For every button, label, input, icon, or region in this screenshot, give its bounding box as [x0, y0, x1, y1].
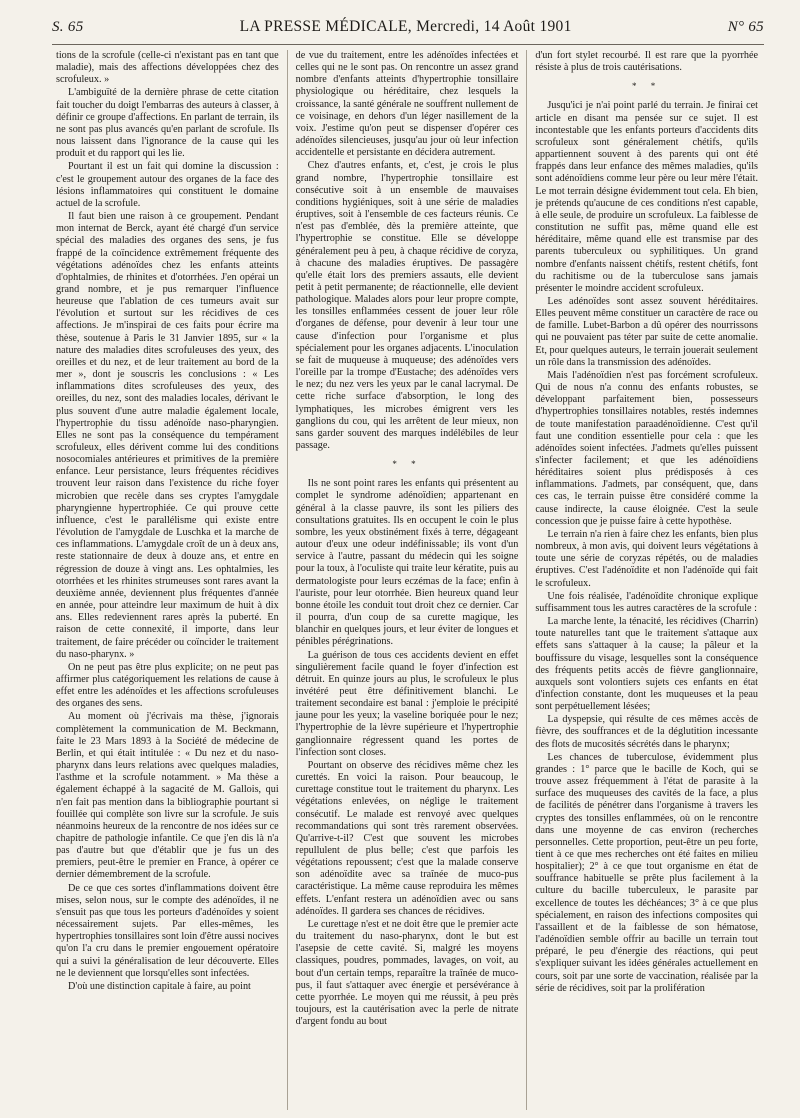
paragraph: Le terrain n'a rien à faire chez les enfants, bien plus nombreux, à mon avis, qui doivent leurs végétations à toute une série de coryzas répétés, ou de maladies éruptives. C'est l'adénoïdite et non l'adénoïde qui fait le scrofuleux.	[535, 528, 759, 589]
paragraph: Chez d'autres enfants, et, c'est, je crois le plus grand nombre, l'hypertrophie tonsillaire est consécutive soit à un ensemble de mauvaises conditions hygiéniques, soit à une série de maladies éruptives, soit à l'ensemble de ces facteurs réunis. Ce n'est pas d'emblée, dès la première atteinte, que l'hypertrophie se constitue. Elle se développe généralement peu à peu, à chaque récidive de coryza, à chacune des maladies éruptives. De passagère qu'elle était lors des premiers assauts, elle devient petit à petit permanente; de réactionnelle, elle devient pathologique. Malades alors pour leur propre compte, les tonsilles enflammées cessent de jouer leur rôle d'organes de défense, pour devenir à leur tour une cause d'infection pour l'organisme et plus spécialement pour les organes adjacents. L'inoculation se fait de muqueuse à muqueuse; des adénoïdes vers l'oreille par la trompe d'Eustache; des adénoïdes vers le nez; du nez vers les yeux par le canal lacrymal. De cette riche surface d'absorption, le long des lymphatiques, les microbes émigrent vers les ganglions du cou, qui les arrêtent de leur mieux, non sans garder souvent des marques indélébiles de leur passage.	[295, 160, 519, 451]
text-column-3	[526, 50, 766, 1110]
text-column-1	[48, 50, 287, 1110]
paragraph: Ils ne sont point rares les enfants qui présentent au complet le syndrome adénoïdien; appartenant en général à la classe pauvre, ils sont les piliers des consultations gratuites. Ils en occupent le coin le plus sombre, les yeux obstinément fixés à terre, dégageant autour d'eux une odeur indéfinissable; ils vont d'un service à l'autre, passant du médecin qui les soigne pour la toux, à l'oculiste qui traite leur kératite, puis au dermatologiste pour leurs eczémas de la face; enfin à l'auriste, pour leur otorrhée. Bien heureux quand leur bonne étoile les conduit tout droit chez ce dernier. Car il pourra, d'un coup de sa curette magique, les blanchir en quelques jours, et leur éviter de longues et pénibles pérégrinations.	[295, 478, 519, 648]
page-number-right: N° 65	[727, 19, 764, 35]
journal-title: LA PRESSE MÉDICALE, Mercredi, 14 Août 1901	[239, 18, 572, 35]
paragraph: Pourtant on observe des récidives même chez les curettés. En voici la raison. Pour beaucoup, le curettage constitue tout le traitement du pharynx. Les végétations enlevées, on néglige le traitement consécutif. Le malade est renvoyé avec quelques recommandations qui sont très rarement observées. Qu'arrive-t-il? C'est que souvent les microbes repullulent de plus belle; c'est que parfois les végétations repoussent; c'est que la malade conserve son adénoïdite avec sa traînée de muco-pus caractéristique. La même cause reproduira les mêmes effets. L'enfant restera un adénoïdien avec ou sans adénoïdes. Il gardera ses chances de récidives.	[295, 759, 519, 917]
paragraph: La dyspepsie, qui résulte de ces mêmes accès de fièvre, des souffrances et de la déglutition incessante des flots de mucosités sécrétés dans le pharynx;	[535, 714, 759, 750]
paragraph: Pourtant il est un fait qui domine la discussion : c'est le groupement autour des organes de la face des lésions inflammatoires qui constituent le domaine actuel de la scrofule.	[56, 161, 279, 209]
paragraph: Les adénoïdes sont assez souvent héréditaires. Elles peuvent même constituer un caractère de race ou de famille. Lubet-Barbon a dû opérer des nourrissons qui ne pouvaient pas téter par suite de cette anomalie. Et, pour quelques auteurs, le terrain jouerait seulement un rôle dans la transmission des adénoïdes.	[535, 295, 759, 368]
paragraph: L'ambiguïté de la dernière phrase de cette citation fait toucher du doigt l'embarras des auteurs à classer, à définir ce groupe d'affections. En parlant de terrain, ils ne sont pas plus avancés qu'en parlant de scrofule. Ils nous laissent dans l'ignorance de la cause qui les produit et du rapport qui les lie.	[56, 87, 279, 160]
paragraph: D'où une distinction capitale à faire, au point	[68, 980, 251, 992]
paragraph: Au moment où j'écrivais ma thèse, j'ignorais complètement la communication de M. Beckmann, faite le 23 Mars 1893 à la Société de médecine de Berlin, et qui était intitulée : « Du nez et du naso-pharynx dans leurs relations avec quelques maladies, l'asthme et la scrofule notamment. » Ma thèse a également échappé à la sagacité de M. Gallois, qui n'en fait pas mention dans la bibliographie pourtant si fouillée qui complète son livre sur la scrofule. Je suis néanmoins heureux de la rencontre de nos idées sur ce chapitre de pathologie infantile. Ce que j'en dis là n'a pas d'autre but que d'établir que je fus un des premiers, peut-être le premier en France, à opérer ce dernier démembrement de la scrofule.	[56, 711, 279, 881]
paragraph: Une fois réalisée, l'adénoïdite chronique explique suffisamment tous les autres caractères de la scrofule :	[535, 590, 759, 614]
paragraph: On ne peut pas être plus explicite; on ne peut pas affirmer plus catégoriquement les relations de cause à effet entre les adénoïdes et les affections scrofuleuses des organes des sens.	[56, 661, 279, 710]
text-column-2	[287, 50, 527, 1110]
paragraph: La guérison de tous ces accidents devient en effet singulièrement facile quand le foyer d'infection est détruit. En quinze jours au plus, le scrofuleux le plus invétéré peut être définitivement blanchi. Le traitement secondaire est banal : j'emploie le précipité jaune pour les yeux; la vaseline boriquée pour le nez; l'hypertrophie de la lèvre supérieure et l'hypertrophie ganglionnaire régressent quand les portes de l'infection sont closes.	[295, 649, 519, 758]
paragraph: de vue du traitement, entre les adénoïdes infectées et celles qui ne le sont pas. On rencontre un assez grand nombre d'enfants atteints d'hypertrophie tonsillaire physiologique ou héréditaire, chez lesquels la croissance, la santé générale ne souffrent nullement de ce voisinage, en dehors d'un léger nasillement de la voix. J'estime qu'on peut se dispenser d'opérer ces adénoïdes silencieuses, jusqu'au jour où leur infection accidentelle et persistante en décidera autrement.	[295, 50, 519, 159]
paragraph: d'un fort stylet recourbé. Il est rare que la pyorrhée résiste à plus de trois cautérisations.	[535, 50, 759, 74]
page-number-left: S. 65	[52, 19, 84, 35]
paragraph: Jusqu'ici je n'ai point parlé du terrain. Je finirai cet article en disant ma pensée sur ce sujet. Il est incontestable que les enfants porteurs d'accidents dits scrofuleux sont généralement chétifs, qu'ils appartiennent souvent à des parents qui ont été frappés dans leur enfance des mêmes maladies, qu'ils sont adénoïdiens comme leur père ou leur mère l'était. Le mot terrain désigne évidemment tout cela. Eh bien, je prétends qu'aucune de ces conditions n'est capable, à elle seule, de produire un scrofuleux. La faiblesse de constitution ne suffit pas, même quand elle est héréditaire, même quand elle est transmise par des parents tuberculeux ou syphilitiques. Un grand nombre d'enfants naissent chétifs, restent chétifs, font du rachitisme ou de la tuberculose sans jamais présenter le moindre accident scrofuleux.	[535, 100, 759, 294]
paragraph: La marche lente, la ténacité, les récidives (Charrin) toute naturelles tant que le traitement s'attaque aux effets sans s'attaquer à la cause; la pâleur et la bouffissure du visage, lesquelles sont la conséquence des fréquents petits accès de fièvre ganglionnaire, auxquels sont volontiers sujets ces enfants en état d'infection constante, dont les muqueuses et la peau sont perpétuellement lésées;	[535, 616, 759, 713]
article-body	[48, 50, 766, 1110]
paragraph: tions de la scrofule (celle-ci n'existant pas en tant que maladie), mais des affections développées chez des scrofuleux. »	[56, 50, 279, 86]
paragraph: De ce que ces sortes d'inflammations doivent être mises, selon nous, sur le compte des adénoïdes, il ne s'ensuit pas que tous les porteurs d'adénoïdes y soient nécessairement sujets. Par elles-mêmes, les hypertrophies tonsillaires sont loin d'être aussi nocives qu'on l'a cru dans le premier engouement opératoire qui a suivi la généralisation de leur découverte. Elles ne le deviennent que lorsqu'elles sont infectées.	[56, 882, 279, 979]
paragraph: Les chances de tuberculose, évidemment plus grandes : 1° parce que le bacille de Koch, qui se trouve assez fréquemment à l'état de parasite à la surface des muqueuses des cavités de la face, a plus de facilités de pénétrer dans l'organisme à travers les cryptes des tonsilles enflammées, où on le rencontre dans une moyenne de cas environ (recherches personnelles. Cette proportion, peut-être un peu forte, tient à ce que mes recherches ont été faites en milieu hospitalier); 2° à ce que tout organisme en état de souffrance habituelle se prête plus facilement à la culture du bacille tuberculeux, le parasite par excellence de toutes les déchéances; 3° à ce que plus spécialement, en raison des infections composites qui l'assaillent et de la faiblesse de son hématose, l'adénoïdien semble offrir au bacille un terrain tout préparé, le peu d'énergie des réactions, qui peut s'expliquer suivant les idées générales actuellement en cours, soit par une sorte de vaccination, réalisée par la série de récidives, soit par la prolifération	[535, 751, 759, 994]
paragraph: Il faut bien une raison à ce groupement. Pendant mon internat de Berck, ayant été chargé d'un service spécial des maladies des organes des sens, je fus frappé de la coïncidence extrêmement fréquente des végétations adénoïdes chez les enfants atteints d'ophtalmies, de rhinites et d'otorrhées. J'en opérai un grand nombre, et je pus remarquer l'influence heureuse que l'ablation de ces tumeurs avait sur l'évolution et surtout sur les récidives de ces affections. Je m'inspirai de ces faits pour écrire ma thèse, soutenue à Paris le 31 Janvier 1895, sur « la nature des maladies dites scrofuleuses des yeux, des oreilles et du nez, et de leur traitement au bord de la mer », dont je souscris les conclusions : « Les inflammations dites scrofuleuses des yeux, des oreilles, du nez, sont des maladies locales, dérivant le plus souvent d'une autre maladie également locale, l'hypertrophie du tissu adénoïde naso-pharyngien. Elles ne sont pas la conséquence du tempérament scrofuleux, elles dérivent comme lui des conditions nosocomiales antérieures et primitives de la première enfance. Leur persistance, leurs fréquentes récidives trouvent leur raison dans l'existence du riche foyer microbien que recèle dans ses cryptes l'amygdale pharyngienne hypertrophiée. Ce qui prouve cette influence, c'est le parallélisme qui existe entre l'évolution de l'amygdale de Luschka et la marche de ces inflammations. L'amygdale croît de un à deux ans, reste stationnaire de deux à douze ans, et entre en régression de douze à vingt ans. Les ophtalmies, les otorrhées et les rhinites strumeuses sont rares avant la deuxième année, deviennent plus fréquentes d'année en année, pour atteindre leur maximum de huit à dix ans. Elles redeviennent rares après la puberté. En raison de cette connexité, il importe, dans leur traitement, de faire précéder ou coïncider le traitement du naso-pharynx. »	[56, 211, 279, 660]
page-header	[52, 18, 764, 45]
paragraph: Le curettage n'est et ne doit être que le premier acte du traitement du naso-pharynx, dont le but est l'asepsie de cette cavité. Si, malgré les moyens classiques, poudres, pommades, lavages, on voit, au bout d'un certain temps, reparaître la traînée de muco-pus, il faut s'attaquer avec énergie et persévérance à cette pyorrhée. Le moyen qui me réussit, à peu près toujours, est la cautérisation avec la perle de nitrate d'argent fondu au bout	[295, 918, 519, 1028]
section-separator-stars: * *	[632, 81, 662, 92]
section-separator-stars: * *	[392, 459, 422, 470]
paragraph: Mais l'adénoïdien n'est pas forcément scrofuleux. Qui de nous n'a connu des enfants robustes, se développant parfaitement bien, possesseurs d'hypertrophies tonsillaires notables, restés indemnes de toute manifestation paraadénoïdienne. C'est qu'il faut une condition essentielle pour cela : que les adénoïdes soient infectées. J'admets qu'elles puissent s'infecter facilement; et que les adénoïdiens héréditaires soient plus prédisposés à ces inflammations. J'admets, par conséquent, que, dans ces cas, le terrain puisse être considéré comme la cause indirecte, la cause éloignée. C'est la seule concession que je puisse faire à cette hypothèse.	[535, 369, 759, 527]
